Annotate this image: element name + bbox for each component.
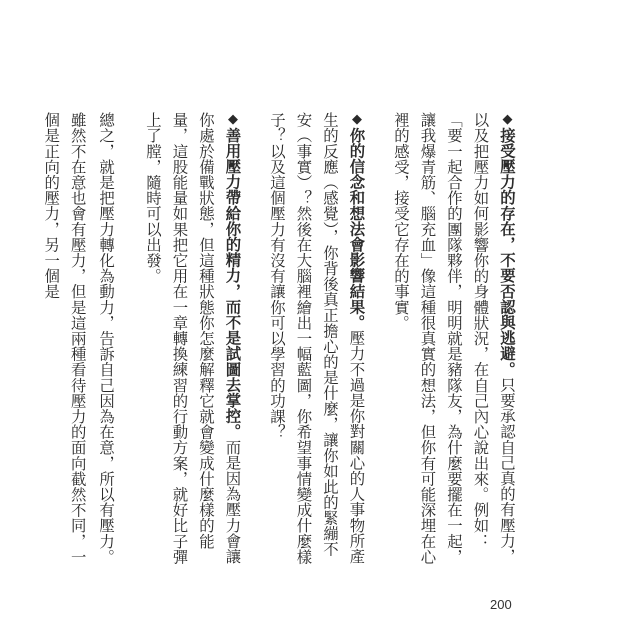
diamond-bullet-icon: ◆ — [349, 112, 365, 128]
paragraph-heading: 你的信念和想法會影響結果。 — [347, 127, 366, 331]
conclusion-text: 總之，就是把壓力轉化為動力，告訴自己因為在意，所以有壓力。雖然不在意也會有壓力，但是這兩種看待壓力的面向截然不同，一個是正向的壓力，另一個是 — [42, 112, 116, 565]
diamond-bullet-icon: ◆ — [225, 112, 241, 128]
paragraph-body: 而是因為壓力會讓你處於備戰狀態，但這種狀態你怎麼解釋它就會變成什麼樣的能量，這股能量如果把它用在一章轉換練習的行動方案，就好比子彈上了膛，隨時可以出發。 — [144, 112, 242, 565]
page-number: 200 — [490, 597, 512, 612]
paragraph-heading: 接受壓力的存在，不要否認與逃避。 — [498, 127, 516, 377]
paragraph-use-energy — [140, 112, 246, 572]
paragraph-body: 只要承認自己真的有壓力，以及把壓力如何影響你的身體狀況，在自己內心說出來。例如：「要一起合作的團隊夥伴，明明就是豬隊友，為什麼要擺在一起，讓我爆青筋、腦充血」像這種很真實的想法，但你有可能深埋在心裡的感受，接受它存在的事實。 — [392, 112, 516, 565]
paragraph-conclusion — [38, 112, 122, 572]
paragraph-body: 壓力不過是你對關心的人事物所產生的反應（感覺），你背後真正擔心的是什麼，讓你如此的緊繃不安（事實）？然後在大腦裡繪出一幅藍圖，你希望事情變成什麼樣子？以及這個壓力有沒有讓你可以學習的功課？ — [268, 112, 366, 565]
paragraph-heading: 善用壓力帶給你的精力，而不是試圖去掌控。 — [223, 127, 242, 440]
vertical-text-block — [38, 112, 520, 572]
diamond-bullet-icon: ◆ — [500, 112, 515, 128]
paragraph-accept-stress — [388, 112, 521, 572]
paragraph-beliefs — [264, 112, 370, 572]
